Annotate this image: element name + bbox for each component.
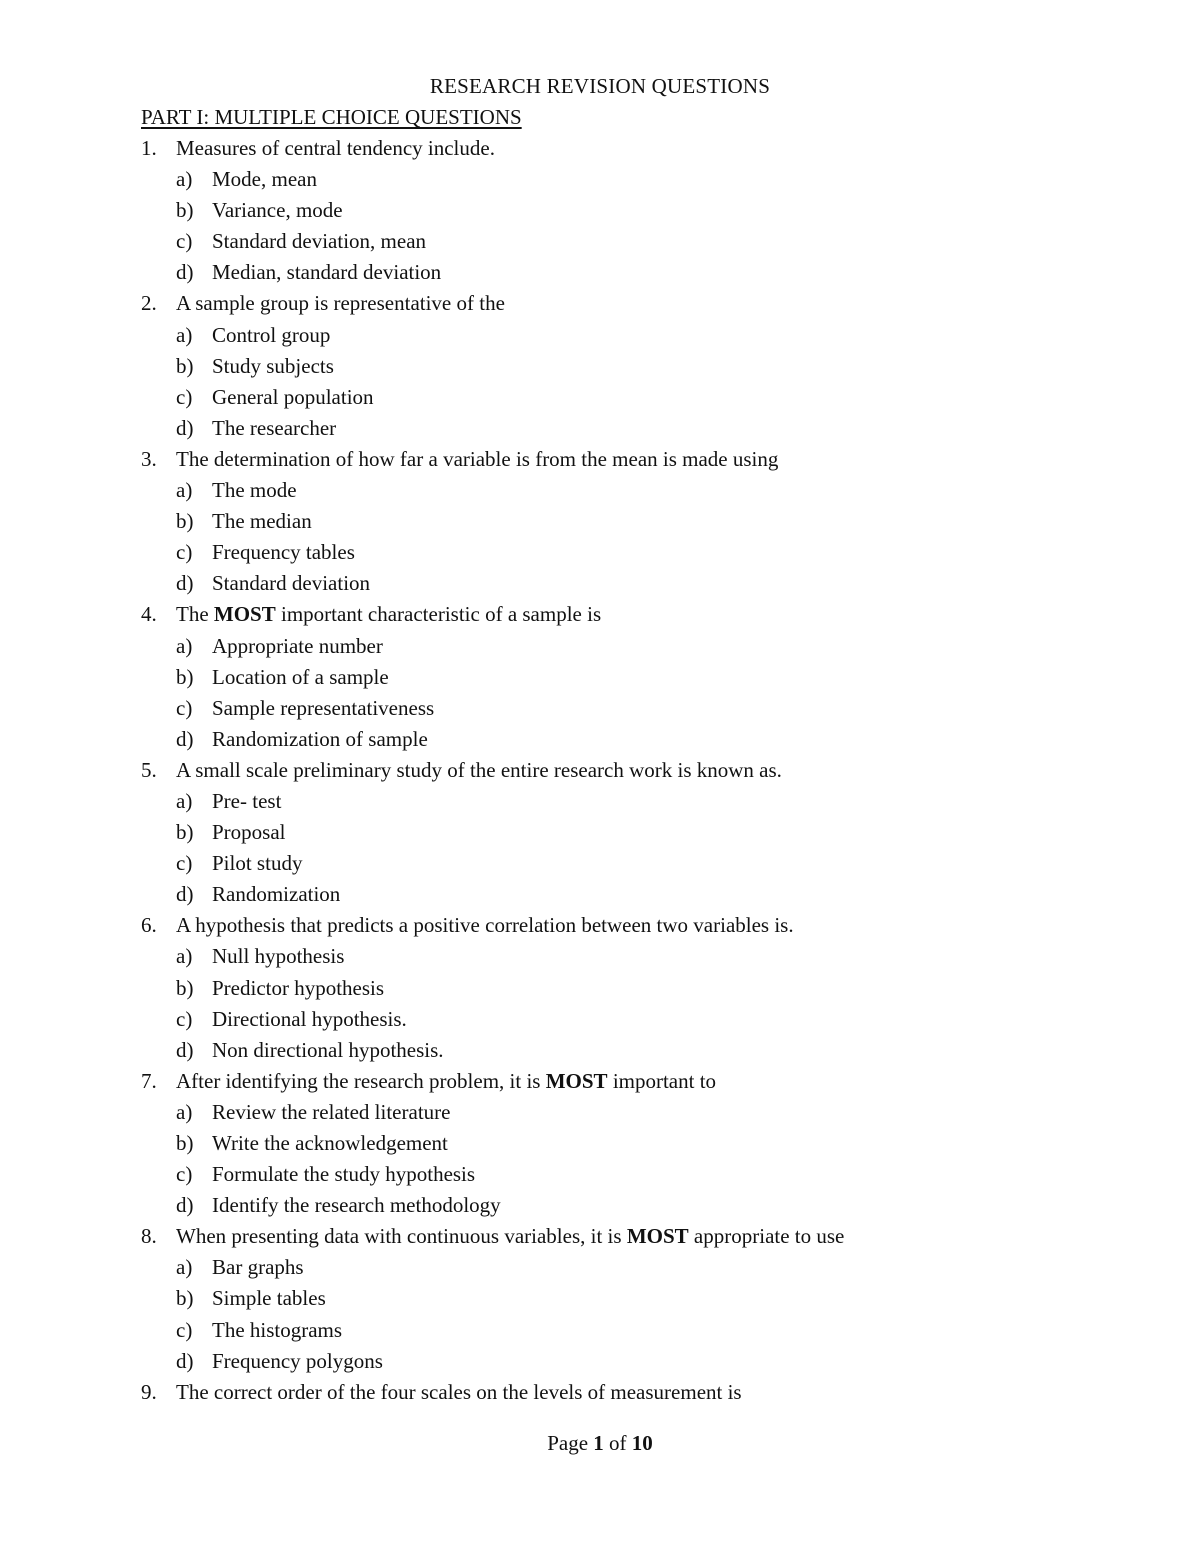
option-text: Randomization <box>212 882 341 907</box>
answer-option <box>141 1190 1041 1221</box>
option-text: Non directional hypothesis. <box>212 1037 444 1062</box>
option-letter: a) <box>176 322 193 347</box>
option-letter: c) <box>176 229 193 254</box>
current-page-number: 1 <box>593 1431 604 1455</box>
option-text: The mode <box>212 478 297 503</box>
question-number: 9. <box>141 1379 157 1404</box>
option-letter: c) <box>176 384 193 409</box>
option-letter: a) <box>176 167 193 192</box>
option-letter: b) <box>176 1286 194 1311</box>
option-text: Frequency tables <box>212 540 355 565</box>
question-text <box>176 599 601 630</box>
option-text: Frequency polygons <box>212 1348 383 1373</box>
option-text: Median, standard deviation <box>212 260 442 285</box>
option-letter: d) <box>176 882 194 907</box>
option-letter: d) <box>176 1037 194 1062</box>
answer-option <box>141 1159 1041 1190</box>
option-text: Formulate the study hypothesis <box>212 1162 476 1187</box>
option-letter: b) <box>176 820 194 845</box>
question-text-segment: important to <box>607 1068 717 1093</box>
option-text: General population <box>212 384 374 409</box>
question-text-segment: important characteristic of a sample is <box>275 602 602 627</box>
option-letter: c) <box>176 695 193 720</box>
answer-option <box>141 693 1041 724</box>
option-letter: c) <box>176 851 193 876</box>
question-4 <box>141 599 1041 630</box>
option-letter: a) <box>176 944 193 969</box>
option-text: Appropriate number <box>212 633 383 658</box>
of-word: of <box>609 1431 627 1455</box>
question-number: 5. <box>141 757 157 782</box>
answer-option <box>141 1315 1041 1346</box>
option-text: Proposal <box>212 820 286 845</box>
option-letter: c) <box>176 540 193 565</box>
option-text: Standard deviation, mean <box>212 229 427 254</box>
question-text <box>176 1377 742 1408</box>
total-pages-number: 10 <box>631 1431 653 1455</box>
answer-option <box>141 195 1041 226</box>
page-footer <box>0 1429 1200 1457</box>
option-text: Pilot study <box>212 851 303 876</box>
option-text: The histograms <box>212 1317 343 1342</box>
option-letter: b) <box>176 664 194 689</box>
answer-option <box>141 848 1041 879</box>
option-letter: b) <box>176 975 194 1000</box>
question-2 <box>141 288 1041 319</box>
question-number: 1. <box>141 136 157 160</box>
option-text: Predictor hypothesis <box>212 975 385 1000</box>
option-letter: d) <box>176 415 194 440</box>
question-text-segment: After identifying the research problem, it is <box>176 1068 546 1093</box>
question-text <box>176 1221 844 1252</box>
option-text: Simple tables <box>212 1286 326 1311</box>
question-text <box>176 288 505 319</box>
question-text-segment: A hypothesis that predicts a positive correlation between two variables is. <box>176 913 794 938</box>
option-letter: d) <box>176 726 194 751</box>
question-9 <box>141 1377 1041 1408</box>
answer-option <box>141 164 1041 195</box>
question-text <box>176 910 794 941</box>
option-letter: a) <box>176 633 193 658</box>
document-title: RESEARCH REVISION QUESTIONS <box>429 74 771 98</box>
question-1 <box>141 133 1041 164</box>
option-letter: d) <box>176 1348 194 1373</box>
question-number: 8. <box>141 1224 157 1249</box>
answer-option <box>141 786 1041 817</box>
answer-option <box>141 817 1041 848</box>
question-text-segment: When presenting data with continuous variables, it is <box>176 1224 627 1249</box>
answer-option <box>141 1035 1041 1066</box>
question-8 <box>141 1221 1041 1252</box>
option-text: Identify the research methodology <box>212 1193 501 1218</box>
option-text: Write the acknowledgement <box>212 1131 448 1155</box>
option-letter: c) <box>176 1162 193 1187</box>
option-text: The researcher <box>212 415 337 440</box>
option-letter: a) <box>176 478 193 503</box>
option-text: Mode, mean <box>212 167 317 192</box>
option-text: Randomization of sample <box>212 726 428 751</box>
question-list <box>141 133 1041 1408</box>
option-letter: d) <box>176 571 194 596</box>
question-number: 6. <box>141 913 157 938</box>
option-text: Location of a sample <box>212 664 389 689</box>
question-text <box>176 1066 716 1097</box>
answer-option <box>141 1128 1041 1159</box>
option-letter: b) <box>176 509 194 534</box>
question-text-segment: appropriate to use <box>688 1224 845 1249</box>
option-text: Standard deviation <box>212 571 371 596</box>
answer-option <box>141 1004 1041 1035</box>
answer-option <box>141 568 1041 599</box>
answer-option <box>141 320 1041 351</box>
option-text: Bar graphs <box>212 1255 304 1280</box>
option-text: Directional hypothesis. <box>212 1006 407 1031</box>
option-letter: d) <box>176 1193 194 1218</box>
question-number: 2. <box>141 291 157 316</box>
question-number: 7. <box>141 1068 157 1093</box>
option-letter: c) <box>176 1006 193 1031</box>
answer-option <box>141 382 1041 413</box>
question-text <box>176 755 782 786</box>
question-text-segment: The correct order of the four scales on the levels of measurement is <box>176 1379 742 1404</box>
question-text-segment: A sample group is representative of the <box>176 291 505 316</box>
question-3 <box>141 444 1041 475</box>
answer-option <box>141 1283 1041 1314</box>
question-number: 4. <box>141 602 157 627</box>
answer-option <box>141 631 1041 662</box>
question-7 <box>141 1066 1041 1097</box>
question-6 <box>141 910 1041 941</box>
option-text: Pre- test <box>212 788 282 813</box>
answer-option <box>141 537 1041 568</box>
option-letter: b) <box>176 353 194 378</box>
option-letter: d) <box>176 260 194 285</box>
option-letter: b) <box>176 1131 194 1155</box>
answer-option <box>141 506 1041 537</box>
answer-option <box>141 973 1041 1004</box>
question-number: 3. <box>141 446 157 471</box>
answer-option <box>141 662 1041 693</box>
answer-option <box>141 475 1041 506</box>
answer-option <box>141 941 1041 972</box>
question-text-segment: A small scale preliminary study of the entire research work is known as. <box>176 757 782 782</box>
page-word: Page <box>547 1431 589 1455</box>
answer-option <box>141 226 1041 257</box>
option-letter: a) <box>176 788 193 813</box>
option-text: The median <box>212 509 312 534</box>
part-heading: PART I: MULTIPLE CHOICE QUESTIONS <box>141 105 522 129</box>
emphasis-text: MOST <box>213 602 276 627</box>
option-letter: b) <box>176 198 194 223</box>
answer-option <box>141 1346 1041 1377</box>
question-text-segment: The <box>176 602 214 627</box>
option-text: Sample representativeness <box>212 695 435 720</box>
answer-option <box>141 1097 1041 1128</box>
option-letter: a) <box>176 1255 193 1280</box>
option-letter: c) <box>176 1317 193 1342</box>
option-letter: a) <box>176 1099 193 1124</box>
option-text: Study subjects <box>212 353 334 378</box>
emphasis-text: MOST <box>626 1224 689 1249</box>
question-5 <box>141 755 1041 786</box>
question-text <box>176 133 495 164</box>
question-text-segment: Measures of central tendency include. <box>176 136 495 160</box>
answer-option <box>141 879 1041 910</box>
option-text: Review the related literature <box>212 1099 451 1124</box>
answer-option <box>141 413 1041 444</box>
option-text: Null hypothesis <box>212 944 345 969</box>
answer-option <box>141 1252 1041 1283</box>
option-text: Variance, mode <box>212 198 343 223</box>
answer-option <box>141 351 1041 382</box>
option-text: Control group <box>212 322 331 347</box>
question-text <box>176 444 778 475</box>
emphasis-text: MOST <box>545 1068 608 1093</box>
answer-option <box>141 257 1041 288</box>
question-text-segment: The determination of how far a variable is from the mean is made using <box>176 446 779 471</box>
answer-option <box>141 724 1041 755</box>
